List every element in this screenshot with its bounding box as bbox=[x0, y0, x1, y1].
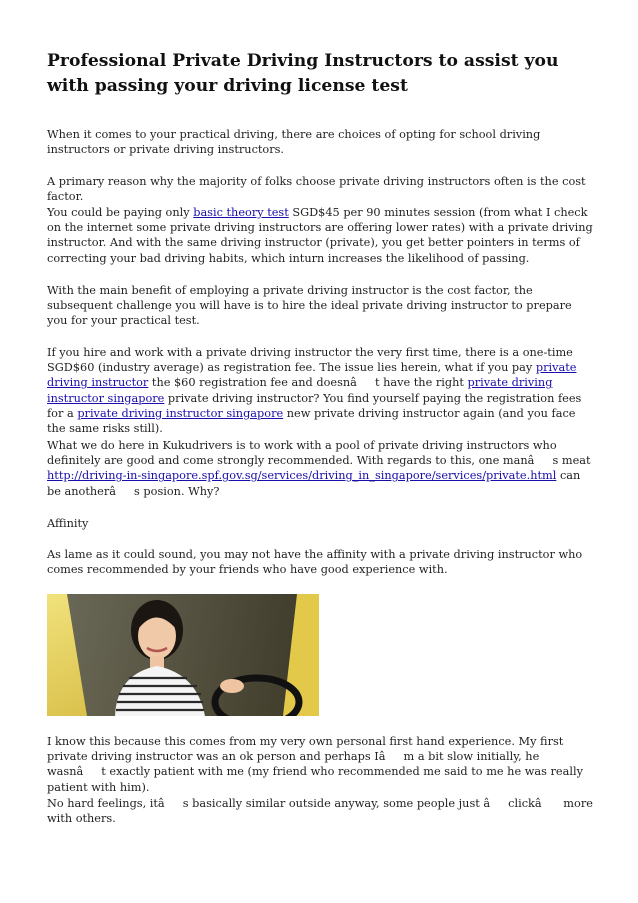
driver-photo-illustration bbox=[47, 594, 319, 716]
text-span: You could be paying only bbox=[47, 206, 194, 219]
subheading-affinity: Affinity bbox=[47, 517, 89, 530]
link-private-driving-instructor-singapore-1[interactable]: private driving instructor singapore bbox=[47, 376, 553, 405]
paragraph-challenge: With the main benefit of employing a private driving instructor is the cost factor, the subsequent challenge you will have is to hire the ideal private driving instructor to prepare you for your practical test. bbox=[47, 284, 572, 328]
paragraph-affinity: As lame as it could sound, you may not have the affinity with a private driving instructor who comes recommended by your friends who have good experience with. bbox=[47, 548, 583, 577]
text-span: can be anotherâs posion. Why? bbox=[47, 469, 581, 498]
text-span: new private driving instructor again (and you face the same risks still). bbox=[47, 406, 576, 436]
text-span: If you hire and work with a private driving instructor the very first time, there is a one-time SGD$60 (industry average) as registration fee. The issue lies herein, what if you pay bbox=[47, 346, 573, 375]
link-basic-theory-test[interactable]: basic theory test bbox=[193, 206, 289, 219]
link-private-driving-instructor[interactable]: private driving instructor bbox=[47, 361, 577, 390]
article-title: Professional Private Driving Instructors to assist you with passing your driving license test bbox=[47, 51, 559, 96]
text-span: the $60 registration fee and doesnât have the right bbox=[148, 376, 468, 390]
paragraph-price bbox=[47, 205, 595, 266]
text-span: SGD$45 per 90 minutes session (from what I check on the internet some private driving instructors are offering lower rates) with a private driving instructor. And with the same driving instructor (private), you get better pointers in terms of correcting your bad driving habits, which inturn increases the likelihood of passing. bbox=[47, 206, 593, 265]
paragraph-cost: A primary reason why the majority of folks choose private driving instructors often is the cost factor. bbox=[47, 175, 586, 204]
link-private-driving-instructor-singapore-2[interactable]: private driving instructor singapore bbox=[77, 406, 284, 420]
link-spf-private-html[interactable]: http://driving-in-singapore.spf.gov.sg/services/driving_in_singapore/services/private.html bbox=[47, 469, 557, 483]
paragraph-kukudrivers bbox=[47, 438, 595, 499]
paragraph-experience: I know this because this comes from my very own personal first hand experience. My first private driving instructor was an ok person and perhaps Iâm a bit slow initially, he wasnât exactly patient with me (my friend who recommended me said to me he was really patient with him). bbox=[47, 735, 583, 794]
text-span: private driving instructor? You find yourself paying the registration fees for a bbox=[47, 391, 582, 420]
paragraph-intro: When it comes to your practical driving, there are choices of opting for school driving instructors or private driving instructors. bbox=[47, 128, 541, 157]
paragraph-registration bbox=[47, 345, 595, 436]
text-span: What we do here in Kukudrivers is to work with a pool of private driving instructors who definitely are good and come strongly recommended. With regards to this, one manâs meat bbox=[47, 439, 591, 468]
driver-photo bbox=[47, 594, 319, 716]
paragraph-no-hard-feelings: No hard feelings, itâs basically similar outside anyway, some people just âclickâ more with others. bbox=[47, 797, 593, 826]
